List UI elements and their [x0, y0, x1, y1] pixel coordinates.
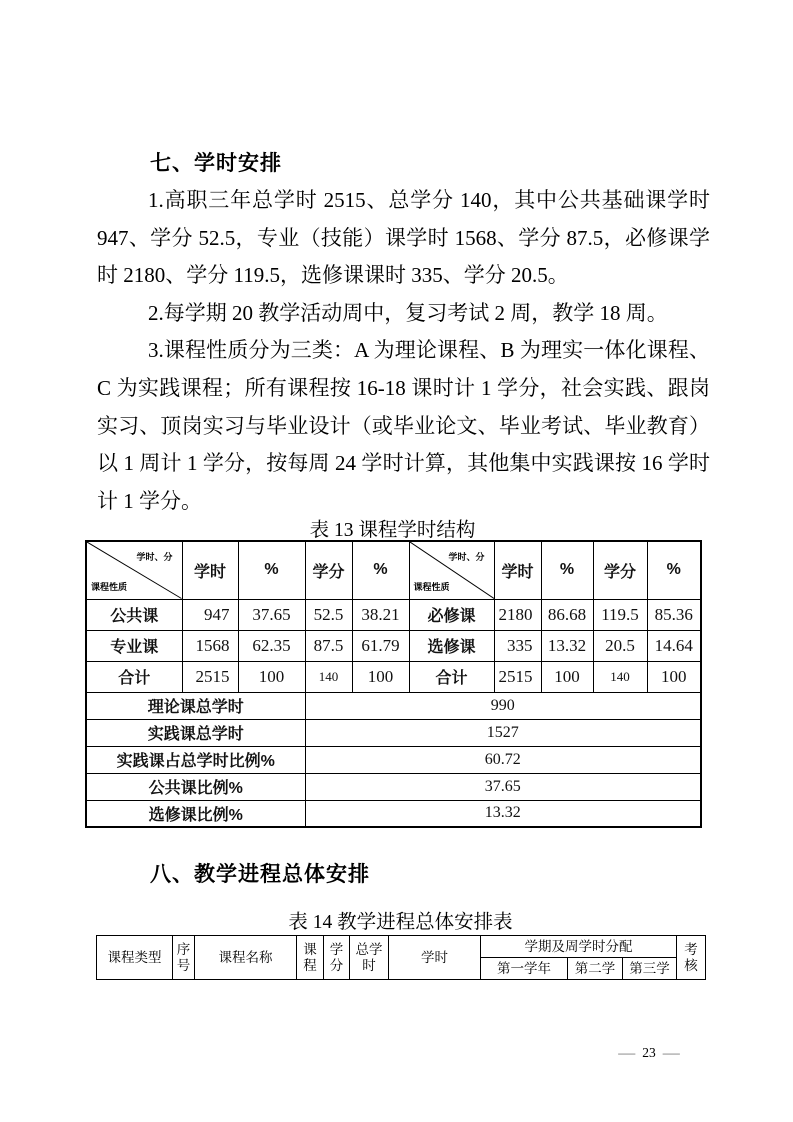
t13-summary-row [86, 719, 701, 746]
t13-row-label: 合计 [409, 661, 494, 692]
t13-summary-row [86, 746, 701, 773]
t13-cell: 13.32 [541, 630, 593, 661]
diagonal-label-top: 学时、分 [448, 552, 485, 562]
t13-header-credits-right: 学分 [593, 541, 647, 599]
t14-header-year2: 第二学 [568, 958, 623, 980]
t13-cell: 61.79 [352, 630, 409, 661]
t13-header-percent1-right: % [541, 541, 593, 599]
t13-summary-row [86, 800, 701, 827]
t13-row-label: 合计 [86, 661, 182, 692]
t13-cell: 119.5 [593, 599, 647, 630]
t13-cell: 140 [593, 661, 647, 692]
t13-row-major-elective [86, 630, 701, 661]
t13-cell: 335 [494, 630, 541, 661]
t13-summary-row [86, 773, 701, 800]
t13-summary-label: 实践课占总学时比例% [86, 746, 305, 773]
paragraph-2: 2.每学期 20 教学活动周中，复习考试 2 周，教学 18 周。 [148, 300, 668, 325]
t14-header-course-name: 课程名称 [195, 936, 297, 980]
t13-cell: 37.65 [238, 599, 305, 630]
t14-header-assessment-text: 考核 [684, 941, 698, 973]
t14-header-total-hours [350, 936, 389, 980]
t14-header-hours: 学时 [389, 936, 481, 980]
t14-header-credit [324, 936, 350, 980]
t13-summary-value: 1527 [305, 719, 701, 746]
t14-header-course-type: 课程类型 [97, 936, 173, 980]
section7-heading: 七、学时安排 [150, 152, 282, 175]
paragraph-3: 3.课程性质分为三类：A 为理论课程、B 为理实一体化课程、C 为实践课程；所有课程按 16-18 课时计 1 学分，社会实践、跟岗实习、顶岗实习与毕业设计（或毕业论文、毕业考试、毕业教育）以 1 周计 1 学分，按每周 24 学时计算，其他集中实践课按 16 学时计 1 学分。 [97, 338, 710, 513]
t13-row-label: 专业课 [86, 630, 182, 661]
table14-title: 表 14 教学进程总体安排表 [288, 912, 513, 933]
t13-header-row [86, 541, 701, 599]
t13-cell: 87.5 [305, 630, 352, 661]
t13-summary-value: 13.32 [305, 800, 701, 827]
t13-row-public-required [86, 599, 701, 630]
t13-cell: 85.36 [647, 599, 701, 630]
t14-header-course-text: 课程 [303, 941, 317, 973]
section7-body [97, 182, 710, 520]
t14-header-credit-text: 学分 [329, 941, 344, 973]
t13-summary-value: 37.65 [305, 773, 701, 800]
t13-summary-label: 选修课比例% [86, 800, 305, 827]
t13-cell: 100 [352, 661, 409, 692]
t13-summary-value: 990 [305, 692, 701, 719]
page-number-dash-right: — [662, 1043, 680, 1062]
t14-header-total-hours-text: 总学时 [355, 941, 383, 973]
t13-cell: 86.68 [541, 599, 593, 630]
page-number [604, 1044, 694, 1061]
t13-header-credits-left: 学分 [305, 541, 352, 599]
t13-header-hours-right: 学时 [494, 541, 541, 599]
t13-cell: 100 [238, 661, 305, 692]
t13-header-hours-left: 学时 [182, 541, 238, 599]
page-number-dash-left: — [618, 1043, 636, 1062]
t13-cell: 2180 [494, 599, 541, 630]
t13-diagonal-header-cell-left [86, 541, 182, 599]
t14-header-year1: 第一学年 [481, 958, 568, 980]
t13-cell: 100 [541, 661, 593, 692]
table13-title: 表 13 课程学时结构 [309, 520, 476, 541]
t13-row-label: 公共课 [86, 599, 182, 630]
t14-header-assessment [677, 936, 706, 980]
t13-cell: 20.5 [593, 630, 647, 661]
t14-header-year3: 第三学 [623, 958, 677, 980]
section8-heading: 八、教学进程总体安排 [150, 863, 370, 886]
page-number-value: 23 [642, 1044, 656, 1060]
table14 [96, 935, 706, 980]
t13-row-label: 必修课 [409, 599, 494, 630]
t13-cell: 14.64 [647, 630, 701, 661]
t13-summary-value: 60.72 [305, 746, 701, 773]
t14-header-course [297, 936, 324, 980]
diagonal-label-bottom: 课程性质 [91, 581, 128, 592]
t13-row-total [86, 661, 701, 692]
t13-cell: 140 [305, 661, 352, 692]
t13-row-label: 选修课 [409, 630, 494, 661]
t13-header-percent1-left: % [238, 541, 305, 599]
t14-header-semester-group: 学期及周学时分配 [481, 936, 677, 958]
diagonal-label-top: 学时、分 [136, 552, 173, 562]
table13 [85, 540, 702, 828]
t13-cell: 2515 [182, 661, 238, 692]
t13-cell: 947 [182, 599, 238, 630]
t13-cell: 38.21 [352, 599, 409, 630]
paragraph-1: 1.高职三年总学时 2515、总学分 140，其中公共基础课学时 947、学分 52.5，专业（技能）课学时 1568、学分 87.5，必修课学时 2180、学分 119.5，选修课课时 335、学分 20.5。 [97, 188, 710, 288]
t13-cell: 62.35 [238, 630, 305, 661]
t13-cell: 2515 [494, 661, 541, 692]
t13-summary-row [86, 692, 701, 719]
t13-cell: 52.5 [305, 599, 352, 630]
t13-header-percent2-left: % [352, 541, 409, 599]
t13-cell: 100 [647, 661, 701, 692]
t14-header-seq-no [173, 936, 195, 980]
t13-summary-label: 理论课总学时 [86, 692, 305, 719]
t13-header-percent2-right: % [647, 541, 701, 599]
t14-header-seq-no-text: 序号 [176, 941, 191, 973]
t13-summary-label: 实践课总学时 [86, 719, 305, 746]
t14-header-row-1 [97, 936, 706, 958]
diagonal-label-bottom: 课程性质 [413, 581, 450, 592]
t13-summary-label: 公共课比例% [86, 773, 305, 800]
t13-cell: 1568 [182, 630, 238, 661]
t13-diagonal-header-cell-right [409, 541, 494, 599]
